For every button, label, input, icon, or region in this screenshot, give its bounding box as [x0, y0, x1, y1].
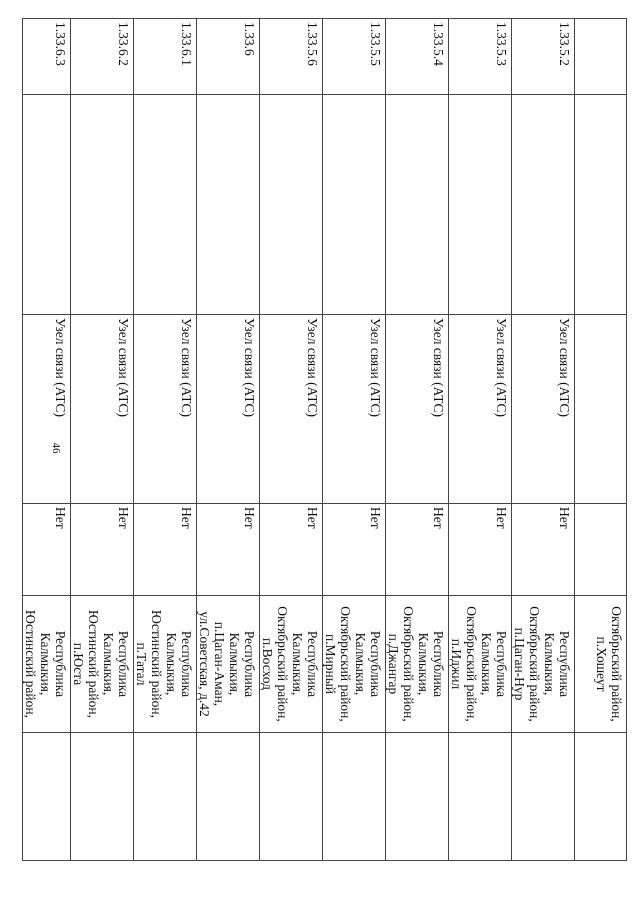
cell-empty [386, 95, 449, 315]
address-line: Республика Калмыкия, [227, 630, 257, 698]
address-line: п.Хошеут [594, 636, 609, 692]
cell-code: 1.33.5.4 [386, 19, 449, 95]
cell-flag [575, 504, 627, 596]
address-line: Октябрьский район, [338, 606, 353, 722]
address-line: Республика Калмыкия, [290, 630, 320, 698]
cell-blank [512, 733, 575, 861]
table-row [386, 19, 449, 861]
cell-code: 1.33.5.2 [512, 19, 575, 95]
table-row [323, 19, 386, 861]
cell-object: Узел связи (АТС) [512, 315, 575, 504]
address-line: п.Татал [134, 642, 149, 686]
table-row [260, 19, 323, 861]
address-line: п.Восход [260, 638, 275, 690]
table-row [71, 19, 134, 861]
cell-flag: Нет [23, 504, 71, 596]
cell-empty [197, 95, 260, 315]
cell-empty [575, 95, 627, 315]
cell-empty [512, 95, 575, 315]
cell-empty [134, 95, 197, 315]
cell-code: 1.33.6.3 [23, 19, 71, 95]
cell-code: 1.33.6 [197, 19, 260, 95]
cell-empty [449, 95, 512, 315]
address-line: п.Юста [71, 642, 86, 686]
cell-empty [260, 95, 323, 315]
address-line: Республика Калмыкия, [38, 630, 68, 698]
cell-empty [23, 95, 71, 315]
cell-address [386, 596, 449, 733]
cell-object: Узел связи (АТС) [23, 315, 71, 504]
address-line: Октябрьский район, [401, 606, 416, 722]
cell-object: Узел связи (АТС) [134, 315, 197, 504]
cell-blank [197, 733, 260, 861]
cell-object: Узел связи (АТС) [449, 315, 512, 504]
address-line: п.Цаган-Аман, [212, 621, 227, 707]
address-line: п.Иджил [449, 638, 464, 690]
cell-address [23, 596, 71, 733]
address-line: Республика Калмыкия, [164, 630, 194, 698]
address-line: Юстинский район, [149, 610, 164, 718]
address-line: Октябрьский район, [527, 606, 542, 722]
address-line: Республика Калмыкия, [479, 630, 509, 698]
cell-address [197, 596, 260, 733]
address-line: Юстинский район, [23, 610, 38, 718]
cell-code: 1.33.6.1 [134, 19, 197, 95]
cell-blank [23, 733, 71, 861]
cell-address [449, 596, 512, 733]
address-line: п.Цаган-Нур [512, 627, 527, 701]
cell-blank [134, 733, 197, 861]
address-line: ул.Советская, д.42 [197, 611, 212, 717]
address-line: Республика Калмыкия, [416, 630, 446, 698]
cell-flag: Нет [512, 504, 575, 596]
cell-empty [323, 95, 386, 315]
cell-blank [449, 733, 512, 861]
cell-flag: Нет [323, 504, 386, 596]
cell-blank [71, 733, 134, 861]
cell-empty [71, 95, 134, 315]
table-body [23, 19, 627, 861]
cell-blank [260, 733, 323, 861]
address-line: п.Джангар [386, 633, 401, 695]
cell-code: 1.33.6.2 [71, 19, 134, 95]
cell-object: Узел связи (АТС) [71, 315, 134, 504]
cell-code: 1.33.5.6 [260, 19, 323, 95]
address-line: Республика Калмыкия, [101, 630, 131, 698]
cell-flag: Нет [197, 504, 260, 596]
cell-address [323, 596, 386, 733]
table-row [134, 19, 197, 861]
cell-flag: Нет [71, 504, 134, 596]
cell-flag: Нет [449, 504, 512, 596]
cell-code [575, 19, 627, 95]
address-line: п.Мирный [323, 633, 338, 695]
table-row [512, 19, 575, 861]
cell-flag: Нет [134, 504, 197, 596]
cell-blank [386, 733, 449, 861]
address-line: Октябрьский район, [464, 606, 479, 722]
cell-blank [323, 733, 386, 861]
address-line: Республика Калмыкия, [542, 630, 572, 698]
table-row [197, 19, 260, 861]
cell-object: Узел связи (АТС) [386, 315, 449, 504]
address-line: Октябрьский район, [609, 606, 624, 722]
cell-object [575, 315, 627, 504]
cell-address [575, 596, 627, 733]
cell-object: Узел связи (АТС) [260, 315, 323, 504]
cell-blank [575, 733, 627, 861]
cell-object: Узел связи (АТС) [323, 315, 386, 504]
address-line: Юстинский район, [86, 610, 101, 718]
address-line: Октябрьский район, [275, 606, 290, 722]
table-row [449, 19, 512, 861]
cell-code: 1.33.5.3 [449, 19, 512, 95]
address-line: Республика Калмыкия, [353, 630, 383, 698]
cell-address [71, 596, 134, 733]
facilities-table [22, 18, 627, 861]
cell-address [512, 596, 575, 733]
cell-object: Узел связи (АТС) [197, 315, 260, 504]
table-row [23, 19, 71, 861]
table-row-continuation [575, 19, 627, 861]
cell-flag: Нет [386, 504, 449, 596]
cell-code: 1.33.5.5 [323, 19, 386, 95]
cell-flag: Нет [260, 504, 323, 596]
cell-address [134, 596, 197, 733]
cell-address [260, 596, 323, 733]
page-number: 46 [50, 442, 62, 454]
